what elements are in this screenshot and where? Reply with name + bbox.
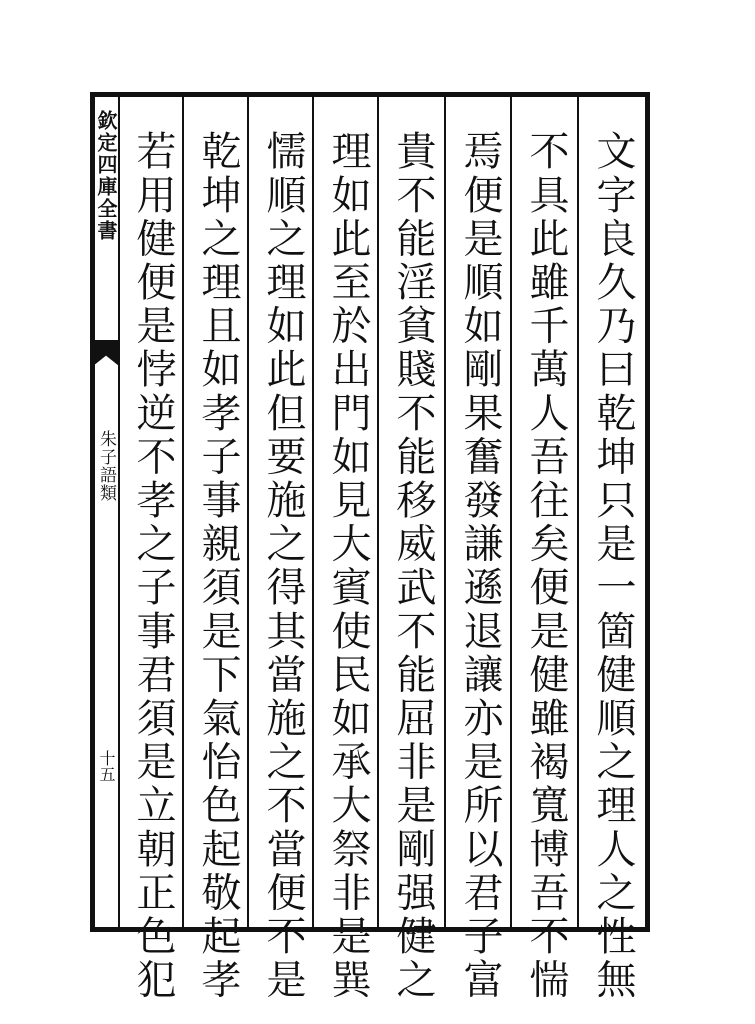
column-rule bbox=[118, 97, 120, 927]
column-rule bbox=[444, 97, 446, 927]
text-column-5: 理如此至於出門如見大賓使民如承大祭非是巽 bbox=[325, 130, 371, 1002]
text-column-6: 懦順之理如此但要施之得其當施之不當便不是 bbox=[260, 130, 306, 1002]
column-rule bbox=[510, 97, 512, 927]
text-column-4: 貴不能淫貧賤不能移威武不能屈非是剛强健之 bbox=[390, 130, 436, 1002]
text-column-1: 文字良久乃曰乾坤只是一箇健順之理人之性無 bbox=[590, 130, 636, 1002]
book-title: 欽定四庫全書 bbox=[94, 110, 118, 242]
text-column-3: 焉便是順如剛果奮發謙遜退讓亦是所以君子富 bbox=[457, 130, 503, 1002]
page-number: 十五 bbox=[97, 750, 116, 782]
section-title: 朱子語類 bbox=[96, 430, 116, 502]
column-rule bbox=[577, 97, 579, 927]
text-column-7: 乾坤之理且如孝子事親須是下氣怡色起敬起孝 bbox=[195, 130, 241, 1002]
text-column-2: 不具此雖千萬人吾往矣便是健雖褐寬博吾不惴 bbox=[523, 130, 569, 1002]
text-column-8: 若用健便是悖逆不孝之子事君須是立朝正色犯 bbox=[130, 130, 176, 1002]
